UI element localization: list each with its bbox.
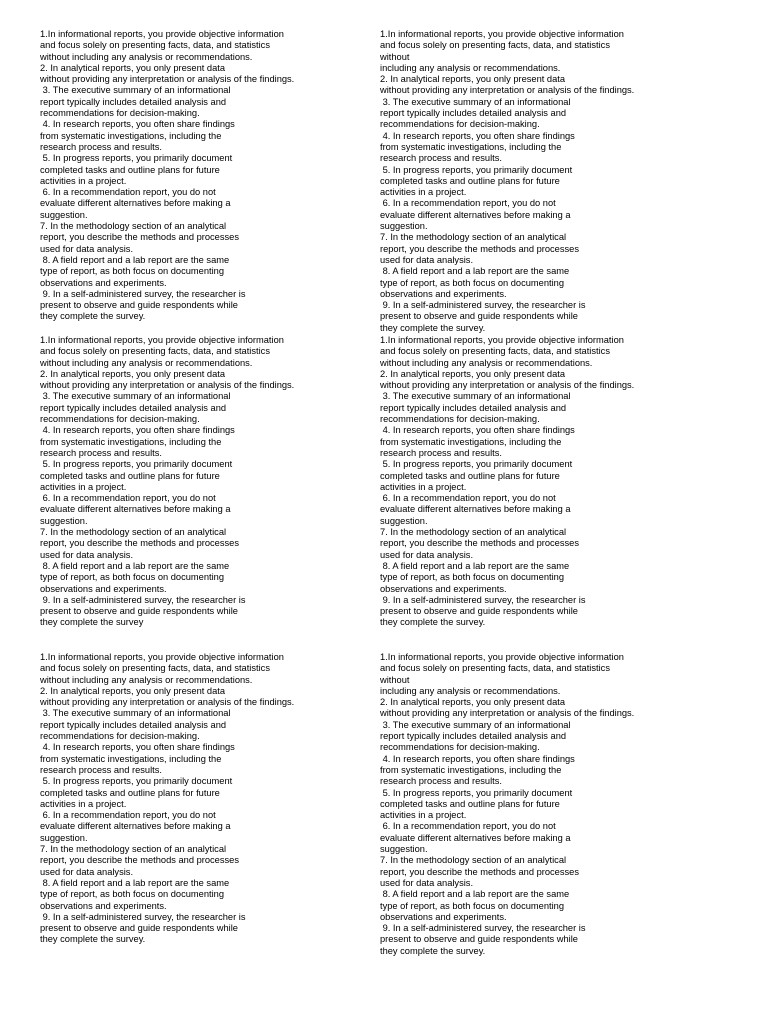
text-line: recommendations for decision-making.	[40, 414, 200, 425]
text-line: suggestion.	[380, 221, 428, 232]
text-line: used for data analysis.	[380, 549, 474, 560]
text-line: report typically includes detailed analysis and	[380, 731, 567, 742]
text-line: 1.In informational reports, you provide objective information	[40, 335, 284, 345]
text-line: evaluate different alternatives before making a	[40, 504, 231, 515]
text-line: 3. The executive summary of an informational	[380, 391, 571, 402]
text-line: 4. In research reports, you often share findings	[380, 130, 575, 141]
text-line: 9. In a self-administered survey, the researcher is	[40, 594, 246, 605]
text-line: they complete the survey.	[40, 311, 146, 322]
text-line: 5. In progress reports, you primarily document	[380, 787, 573, 798]
text-line: report typically includes detailed analysis and	[40, 96, 227, 107]
text-line: 7. In the methodology section of an analytical	[380, 232, 567, 243]
text-line: they complete the survey	[40, 617, 144, 628]
text-line: suggestion.	[380, 515, 428, 526]
text-line: 5. In progress reports, you primarily document	[40, 459, 233, 470]
text-line: without including any analysis or recommendations.	[380, 357, 593, 368]
text-line: recommendations for decision-making.	[380, 119, 540, 130]
text-line: report typically includes detailed analysis and	[380, 108, 567, 119]
text-line: 9. In a self-administered survey, the researcher is	[380, 300, 586, 311]
text-line: evaluate different alternatives before making a	[380, 504, 571, 515]
text-line: and focus solely on presenting facts, data, and statistics	[380, 346, 610, 357]
text-line: from systematic investigations, including the	[40, 130, 222, 141]
text-line: report, you describe the methods and processes	[40, 855, 239, 866]
text-line: recommendations for decision-making.	[380, 414, 540, 425]
text-line: report, you describe the methods and processes	[40, 232, 239, 243]
text-line: evaluate different alternatives before making a	[380, 832, 571, 843]
text-line: 9. In a self-administered survey, the researcher is	[40, 911, 246, 922]
text-line: 5. In progress reports, you primarily document	[40, 776, 233, 787]
text-line: research process and results.	[380, 153, 502, 164]
text-line: type of report, as both focus on documenting	[380, 277, 564, 288]
text-line: used for data analysis.	[40, 866, 134, 877]
text-line: research process and results.	[40, 764, 162, 775]
text-line: type of report, as both focus on documenting	[40, 266, 224, 277]
text-line: without providing any interpretation or analysis of the findings.	[380, 380, 635, 391]
text-line: used for data analysis.	[40, 549, 134, 560]
text-line: they complete the survey.	[40, 934, 146, 945]
text-line: 7. In the methodology section of an analytical	[40, 844, 227, 855]
text-line: 8. A field report and a lab report are the same	[40, 560, 230, 571]
text-line: from systematic investigations, including the	[380, 141, 562, 152]
text-line: from systematic investigations, including the	[40, 436, 222, 447]
text-line: without providing any interpretation or analysis of the findings.	[40, 697, 295, 708]
text-block-top-right	[380, 29, 634, 334]
text-line: activities in a project.	[380, 187, 467, 198]
text-line: recommendations for decision-making.	[40, 731, 200, 742]
text-line: without	[380, 674, 410, 685]
text-line: activities in a project.	[380, 481, 467, 492]
text-line: recommendations for decision-making.	[380, 742, 540, 753]
text-line: observations and experiments.	[380, 911, 507, 922]
text-line: recommendations for decision-making.	[40, 108, 200, 119]
text-block-middle-right	[380, 335, 634, 629]
text-line: type of report, as both focus on documenting	[40, 572, 224, 583]
text-line: 8. A field report and a lab report are the same	[380, 889, 570, 900]
text-line: 8. A field report and a lab report are the same	[380, 266, 570, 277]
text-line: 1.In informational reports, you provide objective information	[380, 652, 624, 662]
text-line: research process and results.	[380, 776, 502, 787]
text-line: present to observe and guide respondents while	[40, 923, 238, 934]
text-line: they complete the survey.	[380, 322, 486, 333]
text-line: 3. The executive summary of an informational	[40, 391, 231, 402]
text-line: 6. In a recommendation report, you do not	[40, 187, 216, 198]
text-line: present to observe and guide respondents while	[40, 300, 238, 311]
text-line: 6. In a recommendation report, you do not	[40, 810, 216, 821]
text-line: without providing any interpretation or analysis of the findings.	[380, 708, 635, 719]
text-line: observations and experiments.	[380, 288, 507, 299]
text-line: type of report, as both focus on documenting	[40, 889, 224, 900]
text-line: 9. In a self-administered survey, the researcher is	[40, 288, 246, 299]
text-line: 7. In the methodology section of an analytical	[380, 855, 567, 866]
text-line: report typically includes detailed analysis and	[40, 402, 227, 413]
text-line: without including any analysis or recommendations.	[40, 674, 253, 685]
text-line: suggestion.	[380, 844, 428, 855]
text-line: observations and experiments.	[40, 277, 167, 288]
text-line: 1.In informational reports, you provide objective information	[40, 652, 284, 662]
text-line: and focus solely on presenting facts, data, and statistics	[380, 40, 610, 51]
text-line: evaluate different alternatives before making a	[40, 821, 231, 832]
text-line: 2. In analytical reports, you only present data	[380, 697, 566, 708]
text-line: from systematic investigations, including the	[380, 436, 562, 447]
text-line: 4. In research reports, you often share findings	[380, 425, 575, 436]
text-line: 4. In research reports, you often share findings	[40, 425, 235, 436]
text-line: 7. In the methodology section of an analytical	[380, 527, 567, 538]
text-line: used for data analysis.	[40, 243, 134, 254]
text-line: evaluate different alternatives before making a	[40, 198, 231, 209]
text-line: 2. In analytical reports, you only present data	[380, 368, 566, 379]
text-line: type of report, as both focus on documenting	[380, 572, 564, 583]
text-line: used for data analysis.	[380, 877, 474, 888]
text-line: present to observe and guide respondents while	[380, 934, 578, 945]
text-line: report, you describe the methods and processes	[380, 243, 579, 254]
text-line: present to observe and guide respondents while	[380, 311, 578, 322]
text-line: and focus solely on presenting facts, data, and statistics	[380, 663, 610, 674]
text-line: 6. In a recommendation report, you do not	[380, 198, 556, 209]
text-line: 4. In research reports, you often share findings	[40, 742, 235, 753]
text-line: type of report, as both focus on documenting	[380, 900, 564, 911]
text-line: 5. In progress reports, you primarily document	[40, 153, 233, 164]
text-line: 2. In analytical reports, you only present data	[40, 62, 226, 73]
text-block-top-left	[40, 29, 294, 323]
text-line: completed tasks and outline plans for future	[380, 470, 560, 481]
text-line: from systematic investigations, including the	[40, 753, 222, 764]
text-line: 6. In a recommendation report, you do not	[40, 493, 216, 504]
text-line: activities in a project.	[40, 798, 127, 809]
text-line: research process and results.	[380, 447, 502, 458]
text-line: research process and results.	[40, 141, 162, 152]
text-line: 8. A field report and a lab report are the same	[40, 877, 230, 888]
text-line: 3. The executive summary of an informational	[380, 96, 571, 107]
text-line: 9. In a self-administered survey, the researcher is	[380, 923, 586, 934]
text-line: report, you describe the methods and processes	[380, 538, 579, 549]
text-line: present to observe and guide respondents while	[40, 606, 238, 617]
text-line: without	[380, 51, 410, 62]
text-line: 2. In analytical reports, you only present data	[380, 74, 566, 85]
text-line: 5. In progress reports, you primarily document	[380, 459, 573, 470]
text-line: from systematic investigations, including the	[380, 764, 562, 775]
text-line: 1.In informational reports, you provide objective information	[380, 29, 624, 39]
text-line: 4. In research reports, you often share findings	[40, 119, 235, 130]
text-line: 7. In the methodology section of an analytical	[40, 221, 227, 232]
text-line: and focus solely on presenting facts, data, and statistics	[40, 663, 270, 674]
text-line: report, you describe the methods and processes	[380, 866, 579, 877]
text-line: 7. In the methodology section of an analytical	[40, 527, 227, 538]
text-line: 2. In analytical reports, you only present data	[40, 685, 226, 696]
text-line: without providing any interpretation or analysis of the findings.	[380, 85, 635, 96]
text-line: suggestion.	[40, 515, 88, 526]
text-line: activities in a project.	[40, 175, 127, 186]
text-line: without providing any interpretation or analysis of the findings.	[40, 380, 295, 391]
text-line: report typically includes detailed analysis and	[380, 402, 567, 413]
text-line: activities in a project.	[40, 481, 127, 492]
text-line: suggestion.	[40, 209, 88, 220]
text-line: 1.In informational reports, you provide objective information	[380, 335, 624, 345]
text-line: 3. The executive summary of an informational	[40, 85, 231, 96]
text-line: and focus solely on presenting facts, data, and statistics	[40, 40, 270, 51]
text-line: they complete the survey.	[380, 617, 486, 628]
text-line: without providing any interpretation or analysis of the findings.	[40, 74, 295, 85]
text-line: 9. In a self-administered survey, the researcher is	[380, 594, 586, 605]
text-line: report, you describe the methods and processes	[40, 538, 239, 549]
text-block-bottom-left	[40, 652, 294, 946]
text-line: suggestion.	[40, 832, 88, 843]
text-line: without including any analysis or recommendations.	[40, 51, 253, 62]
text-line: research process and results.	[40, 447, 162, 458]
text-line: completed tasks and outline plans for future	[40, 787, 220, 798]
text-line: 3. The executive summary of an informational	[40, 708, 231, 719]
text-line: present to observe and guide respondents while	[380, 606, 578, 617]
text-block-bottom-right	[380, 652, 634, 957]
text-line: 8. A field report and a lab report are the same	[40, 254, 230, 265]
text-line: used for data analysis.	[380, 254, 474, 265]
text-line: observations and experiments.	[40, 900, 167, 911]
text-line: 6. In a recommendation report, you do not	[380, 821, 556, 832]
text-line: completed tasks and outline plans for future	[40, 470, 220, 481]
text-line: and focus solely on presenting facts, data, and statistics	[40, 346, 270, 357]
text-line: including any analysis or recommendations.	[380, 685, 561, 696]
text-line: including any analysis or recommendations.	[380, 62, 561, 73]
text-line: observations and experiments.	[40, 583, 167, 594]
text-line: activities in a project.	[380, 810, 467, 821]
text-line: 1.In informational reports, you provide objective information	[40, 29, 284, 39]
text-line: completed tasks and outline plans for future	[380, 798, 560, 809]
text-line: they complete the survey.	[380, 945, 486, 956]
text-line: completed tasks and outline plans for future	[40, 164, 220, 175]
text-line: 8. A field report and a lab report are the same	[380, 560, 570, 571]
text-line: observations and experiments.	[380, 583, 507, 594]
text-block-middle-left	[40, 335, 294, 629]
text-line: 2. In analytical reports, you only present data	[40, 368, 226, 379]
text-line: evaluate different alternatives before making a	[380, 209, 571, 220]
text-line: without including any analysis or recommendations.	[40, 357, 253, 368]
text-line: 3. The executive summary of an informational	[380, 719, 571, 730]
text-line: 6. In a recommendation report, you do not	[380, 493, 556, 504]
text-line: 4. In research reports, you often share findings	[380, 753, 575, 764]
text-line: 5. In progress reports, you primarily document	[380, 164, 573, 175]
text-line: completed tasks and outline plans for future	[380, 175, 560, 186]
text-line: report typically includes detailed analysis and	[40, 719, 227, 730]
